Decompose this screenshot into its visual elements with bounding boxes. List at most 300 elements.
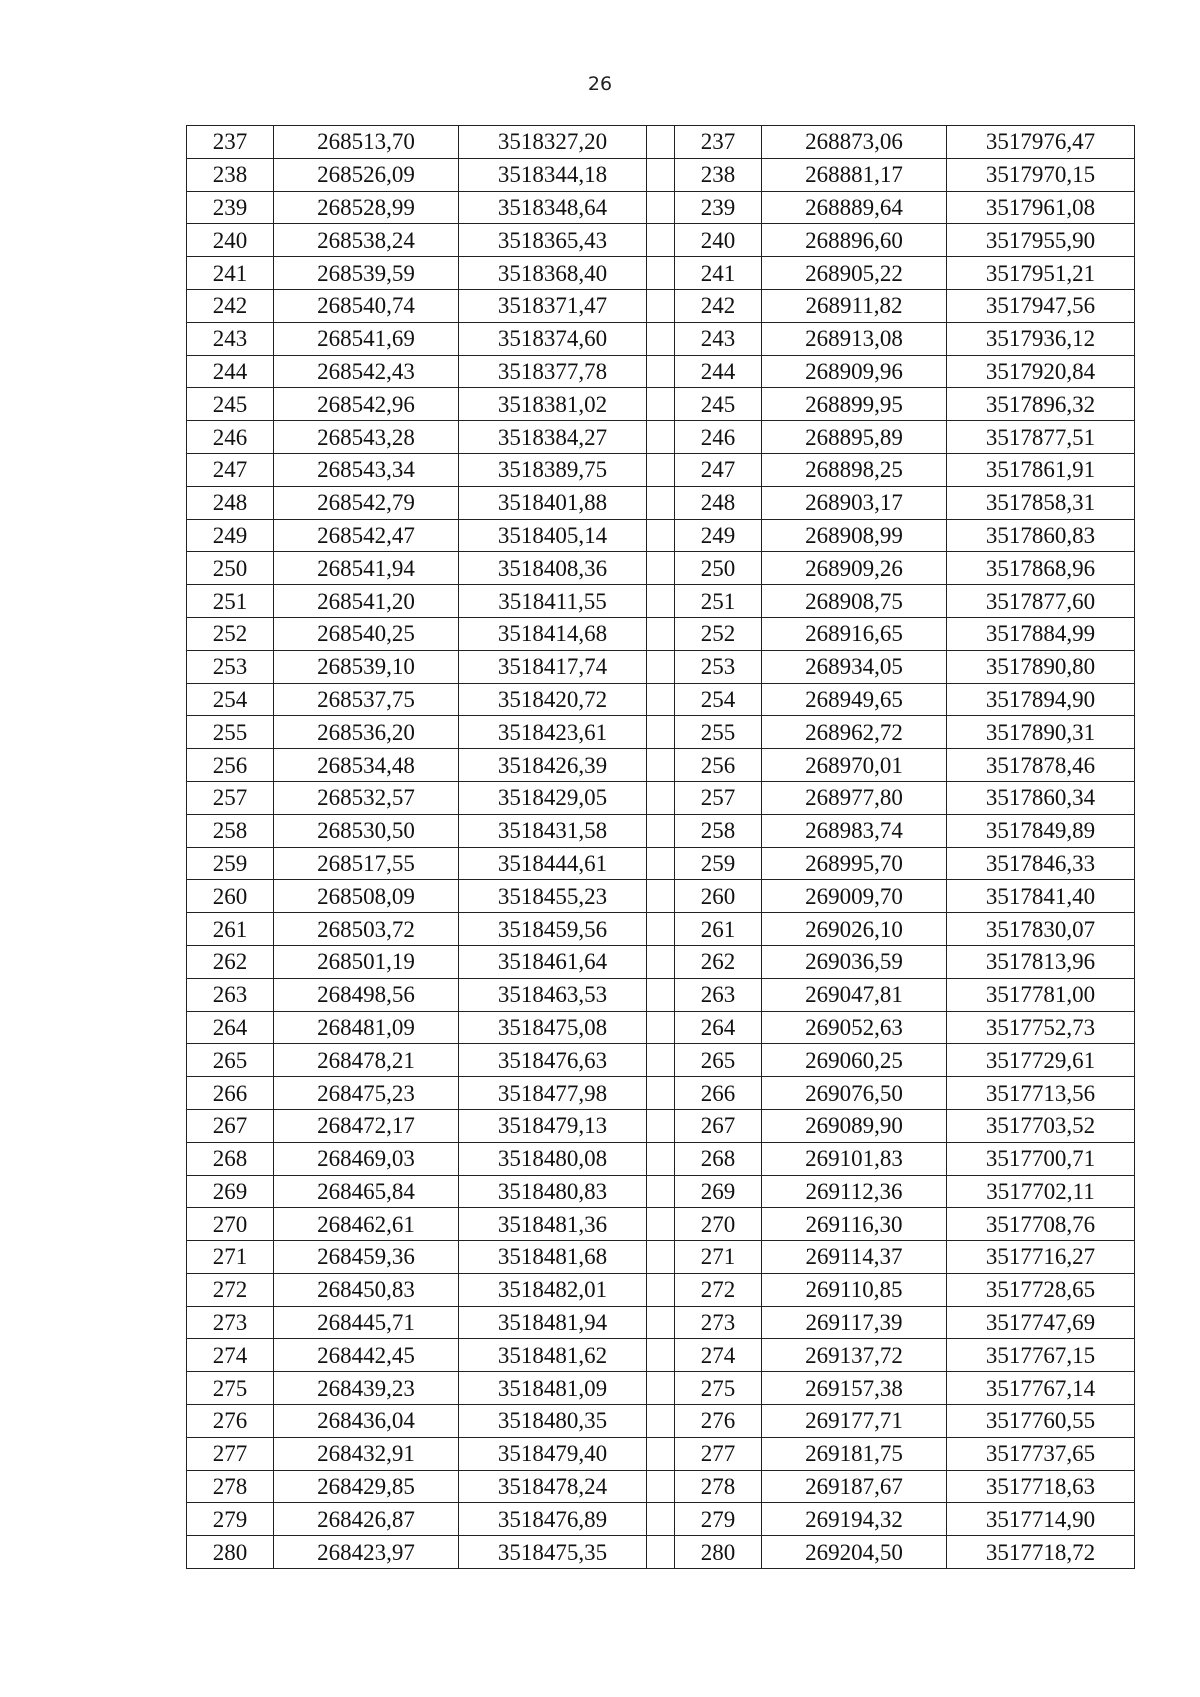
y-coordinate-cell-left: 3518480,35 xyxy=(459,1405,647,1438)
point-number-cell-right: 273 xyxy=(675,1306,762,1339)
y-coordinate-cell-right: 3517951,21 xyxy=(947,257,1135,290)
point-number-cell-left: 267 xyxy=(187,1109,274,1142)
x-coordinate-cell-right: 268995,70 xyxy=(762,847,947,880)
y-coordinate-cell-left: 3518344,18 xyxy=(459,158,647,191)
table-row xyxy=(187,355,1135,388)
table-row xyxy=(187,617,1135,650)
x-coordinate-cell-left: 268542,43 xyxy=(274,355,459,388)
x-coordinate-cell-left: 268542,47 xyxy=(274,519,459,552)
x-coordinate-cell-right: 268873,06 xyxy=(762,126,947,159)
x-coordinate-cell-left: 268475,23 xyxy=(274,1077,459,1110)
x-coordinate-cell-left: 268478,21 xyxy=(274,1044,459,1077)
table-row xyxy=(187,1372,1135,1405)
table-row xyxy=(187,289,1135,322)
x-coordinate-cell-left: 268429,85 xyxy=(274,1470,459,1503)
column-gap-cell xyxy=(647,421,675,454)
y-coordinate-cell-left: 3518401,88 xyxy=(459,486,647,519)
column-gap-cell xyxy=(647,749,675,782)
y-coordinate-cell-right: 3517878,46 xyxy=(947,749,1135,782)
x-coordinate-cell-right: 268983,74 xyxy=(762,814,947,847)
x-coordinate-cell-left: 268540,74 xyxy=(274,289,459,322)
y-coordinate-cell-left: 3518371,47 xyxy=(459,289,647,322)
y-coordinate-cell-left: 3518482,01 xyxy=(459,1273,647,1306)
point-number-cell-left: 276 xyxy=(187,1405,274,1438)
point-number-cell-left: 262 xyxy=(187,945,274,978)
x-coordinate-cell-right: 269194,32 xyxy=(762,1503,947,1536)
y-coordinate-cell-right: 3517752,73 xyxy=(947,1011,1135,1044)
x-coordinate-cell-right: 269060,25 xyxy=(762,1044,947,1077)
table-row xyxy=(187,552,1135,585)
table-row xyxy=(187,1470,1135,1503)
x-coordinate-cell-right: 268896,60 xyxy=(762,224,947,257)
point-number-cell-left: 274 xyxy=(187,1339,274,1372)
y-coordinate-cell-right: 3517830,07 xyxy=(947,913,1135,946)
point-number-cell-right: 269 xyxy=(675,1175,762,1208)
point-number-cell-left: 271 xyxy=(187,1241,274,1274)
point-number-cell-left: 259 xyxy=(187,847,274,880)
point-number-cell-left: 249 xyxy=(187,519,274,552)
point-number-cell-left: 256 xyxy=(187,749,274,782)
point-number-cell-left: 263 xyxy=(187,978,274,1011)
y-coordinate-cell-left: 3518481,36 xyxy=(459,1208,647,1241)
column-gap-cell xyxy=(647,716,675,749)
coordinates-table xyxy=(186,125,1135,1569)
x-coordinate-cell-right: 269009,70 xyxy=(762,880,947,913)
y-coordinate-cell-right: 3517841,40 xyxy=(947,880,1135,913)
x-coordinate-cell-right: 268899,95 xyxy=(762,388,947,421)
column-gap-cell xyxy=(647,1339,675,1372)
column-gap-cell xyxy=(647,519,675,552)
column-gap-cell xyxy=(647,191,675,224)
point-number-cell-right: 237 xyxy=(675,126,762,159)
column-gap-cell xyxy=(647,1142,675,1175)
y-coordinate-cell-right: 3517890,31 xyxy=(947,716,1135,749)
table-row xyxy=(187,847,1135,880)
x-coordinate-cell-left: 268426,87 xyxy=(274,1503,459,1536)
point-number-cell-right: 262 xyxy=(675,945,762,978)
y-coordinate-cell-right: 3517920,84 xyxy=(947,355,1135,388)
y-coordinate-cell-left: 3518365,43 xyxy=(459,224,647,257)
table-row xyxy=(187,519,1135,552)
point-number-cell-right: 270 xyxy=(675,1208,762,1241)
column-gap-cell xyxy=(647,617,675,650)
x-coordinate-cell-left: 268538,24 xyxy=(274,224,459,257)
y-coordinate-cell-right: 3517716,27 xyxy=(947,1241,1135,1274)
x-coordinate-cell-right: 269110,85 xyxy=(762,1273,947,1306)
x-coordinate-cell-right: 268970,01 xyxy=(762,749,947,782)
y-coordinate-cell-right: 3517708,76 xyxy=(947,1208,1135,1241)
column-gap-cell xyxy=(647,257,675,290)
point-number-cell-right: 280 xyxy=(675,1536,762,1569)
y-coordinate-cell-right: 3517860,83 xyxy=(947,519,1135,552)
table-row xyxy=(187,781,1135,814)
point-number-cell-right: 244 xyxy=(675,355,762,388)
point-number-cell-right: 277 xyxy=(675,1437,762,1470)
table-row xyxy=(187,1142,1135,1175)
y-coordinate-cell-left: 3518431,58 xyxy=(459,814,647,847)
point-number-cell-right: 247 xyxy=(675,453,762,486)
x-coordinate-cell-right: 269137,72 xyxy=(762,1339,947,1372)
table-row xyxy=(187,716,1135,749)
column-gap-cell xyxy=(647,913,675,946)
x-coordinate-cell-left: 268541,69 xyxy=(274,322,459,355)
point-number-cell-left: 255 xyxy=(187,716,274,749)
point-number-cell-right: 261 xyxy=(675,913,762,946)
y-coordinate-cell-right: 3517894,90 xyxy=(947,683,1135,716)
x-coordinate-cell-right: 269177,71 xyxy=(762,1405,947,1438)
column-gap-cell xyxy=(647,1044,675,1077)
table-row xyxy=(187,1339,1135,1372)
x-coordinate-cell-left: 268462,61 xyxy=(274,1208,459,1241)
point-number-cell-left: 252 xyxy=(187,617,274,650)
point-number-cell-left: 251 xyxy=(187,585,274,618)
column-gap-cell xyxy=(647,1241,675,1274)
x-coordinate-cell-left: 268534,48 xyxy=(274,749,459,782)
point-number-cell-left: 270 xyxy=(187,1208,274,1241)
x-coordinate-cell-right: 268916,65 xyxy=(762,617,947,650)
y-coordinate-cell-right: 3517713,56 xyxy=(947,1077,1135,1110)
y-coordinate-cell-right: 3517896,32 xyxy=(947,388,1135,421)
column-gap-cell xyxy=(647,1077,675,1110)
x-coordinate-cell-right: 269117,39 xyxy=(762,1306,947,1339)
y-coordinate-cell-left: 3518384,27 xyxy=(459,421,647,454)
y-coordinate-cell-right: 3517936,12 xyxy=(947,322,1135,355)
x-coordinate-cell-right: 268911,82 xyxy=(762,289,947,322)
x-coordinate-cell-left: 268465,84 xyxy=(274,1175,459,1208)
point-number-cell-left: 246 xyxy=(187,421,274,454)
y-coordinate-cell-left: 3518479,13 xyxy=(459,1109,647,1142)
point-number-cell-right: 257 xyxy=(675,781,762,814)
y-coordinate-cell-left: 3518374,60 xyxy=(459,322,647,355)
table-row xyxy=(187,749,1135,782)
x-coordinate-cell-right: 269052,63 xyxy=(762,1011,947,1044)
table-row xyxy=(187,486,1135,519)
table-row xyxy=(187,1077,1135,1110)
y-coordinate-cell-left: 3518429,05 xyxy=(459,781,647,814)
column-gap-cell xyxy=(647,1175,675,1208)
x-coordinate-cell-right: 269116,30 xyxy=(762,1208,947,1241)
x-coordinate-cell-right: 268909,26 xyxy=(762,552,947,585)
point-number-cell-right: 268 xyxy=(675,1142,762,1175)
column-gap-cell xyxy=(647,781,675,814)
point-number-cell-right: 275 xyxy=(675,1372,762,1405)
column-gap-cell xyxy=(647,289,675,322)
y-coordinate-cell-left: 3518405,14 xyxy=(459,519,647,552)
x-coordinate-cell-left: 268526,09 xyxy=(274,158,459,191)
table-row xyxy=(187,158,1135,191)
point-number-cell-right: 266 xyxy=(675,1077,762,1110)
point-number-cell-left: 268 xyxy=(187,1142,274,1175)
table-row xyxy=(187,322,1135,355)
x-coordinate-cell-right: 268905,22 xyxy=(762,257,947,290)
table-row xyxy=(187,257,1135,290)
x-coordinate-cell-left: 268436,04 xyxy=(274,1405,459,1438)
table-row xyxy=(187,683,1135,716)
x-coordinate-cell-left: 268472,17 xyxy=(274,1109,459,1142)
x-coordinate-cell-right: 269181,75 xyxy=(762,1437,947,1470)
y-coordinate-cell-left: 3518420,72 xyxy=(459,683,647,716)
y-coordinate-cell-right: 3517868,96 xyxy=(947,552,1135,585)
x-coordinate-cell-right: 268889,64 xyxy=(762,191,947,224)
x-coordinate-cell-right: 268913,08 xyxy=(762,322,947,355)
y-coordinate-cell-left: 3518463,53 xyxy=(459,978,647,1011)
table-row xyxy=(187,1044,1135,1077)
table-row xyxy=(187,650,1135,683)
point-number-cell-left: 257 xyxy=(187,781,274,814)
x-coordinate-cell-right: 269187,67 xyxy=(762,1470,947,1503)
column-gap-cell xyxy=(647,814,675,847)
y-coordinate-cell-right: 3517729,61 xyxy=(947,1044,1135,1077)
y-coordinate-cell-left: 3518368,40 xyxy=(459,257,647,290)
y-coordinate-cell-right: 3517890,80 xyxy=(947,650,1135,683)
x-coordinate-cell-left: 268542,96 xyxy=(274,388,459,421)
table-row xyxy=(187,421,1135,454)
x-coordinate-cell-left: 268537,75 xyxy=(274,683,459,716)
table-row xyxy=(187,1175,1135,1208)
x-coordinate-cell-right: 269114,37 xyxy=(762,1241,947,1274)
y-coordinate-cell-left: 3518381,02 xyxy=(459,388,647,421)
y-coordinate-cell-left: 3518481,68 xyxy=(459,1241,647,1274)
table-row xyxy=(187,945,1135,978)
table-row xyxy=(187,1208,1135,1241)
column-gap-cell xyxy=(647,388,675,421)
table-row xyxy=(187,1011,1135,1044)
point-number-cell-left: 238 xyxy=(187,158,274,191)
x-coordinate-cell-left: 268530,50 xyxy=(274,814,459,847)
x-coordinate-cell-left: 268508,09 xyxy=(274,880,459,913)
x-coordinate-cell-left: 268517,55 xyxy=(274,847,459,880)
column-gap-cell xyxy=(647,1503,675,1536)
x-coordinate-cell-left: 268541,20 xyxy=(274,585,459,618)
y-coordinate-cell-left: 3518475,35 xyxy=(459,1536,647,1569)
column-gap-cell xyxy=(647,847,675,880)
point-number-cell-right: 279 xyxy=(675,1503,762,1536)
x-coordinate-cell-left: 268539,10 xyxy=(274,650,459,683)
y-coordinate-cell-left: 3518411,55 xyxy=(459,585,647,618)
x-coordinate-cell-right: 269112,36 xyxy=(762,1175,947,1208)
y-coordinate-cell-left: 3518348,64 xyxy=(459,191,647,224)
y-coordinate-cell-left: 3518481,62 xyxy=(459,1339,647,1372)
table-row xyxy=(187,191,1135,224)
x-coordinate-cell-right: 269047,81 xyxy=(762,978,947,1011)
x-coordinate-cell-left: 268528,99 xyxy=(274,191,459,224)
x-coordinate-cell-left: 268459,36 xyxy=(274,1241,459,1274)
y-coordinate-cell-right: 3517714,90 xyxy=(947,1503,1135,1536)
x-coordinate-cell-right: 268909,96 xyxy=(762,355,947,388)
y-coordinate-cell-left: 3518444,61 xyxy=(459,847,647,880)
x-coordinate-cell-left: 268481,09 xyxy=(274,1011,459,1044)
x-coordinate-cell-left: 268543,28 xyxy=(274,421,459,454)
column-gap-cell xyxy=(647,552,675,585)
y-coordinate-cell-right: 3517947,56 xyxy=(947,289,1135,322)
y-coordinate-cell-left: 3518327,20 xyxy=(459,126,647,159)
y-coordinate-cell-left: 3518377,78 xyxy=(459,355,647,388)
point-number-cell-right: 255 xyxy=(675,716,762,749)
y-coordinate-cell-left: 3518476,89 xyxy=(459,1503,647,1536)
x-coordinate-cell-left: 268498,56 xyxy=(274,978,459,1011)
point-number-cell-left: 243 xyxy=(187,322,274,355)
column-gap-cell xyxy=(647,322,675,355)
column-gap-cell xyxy=(647,1405,675,1438)
y-coordinate-cell-right: 3517767,15 xyxy=(947,1339,1135,1372)
point-number-cell-right: 267 xyxy=(675,1109,762,1142)
column-gap-cell xyxy=(647,355,675,388)
point-number-cell-left: 278 xyxy=(187,1470,274,1503)
x-coordinate-cell-right: 269089,90 xyxy=(762,1109,947,1142)
table-row xyxy=(187,1273,1135,1306)
y-coordinate-cell-right: 3517703,52 xyxy=(947,1109,1135,1142)
point-number-cell-right: 243 xyxy=(675,322,762,355)
point-number-cell-right: 241 xyxy=(675,257,762,290)
column-gap-cell xyxy=(647,126,675,159)
x-coordinate-cell-right: 269204,50 xyxy=(762,1536,947,1569)
table-row xyxy=(187,1405,1135,1438)
y-coordinate-cell-right: 3517728,65 xyxy=(947,1273,1135,1306)
point-number-cell-left: 258 xyxy=(187,814,274,847)
table-row xyxy=(187,1437,1135,1470)
x-coordinate-cell-right: 268934,05 xyxy=(762,650,947,683)
x-coordinate-cell-left: 268542,79 xyxy=(274,486,459,519)
y-coordinate-cell-right: 3517849,89 xyxy=(947,814,1135,847)
y-coordinate-cell-right: 3517858,31 xyxy=(947,486,1135,519)
y-coordinate-cell-right: 3517860,34 xyxy=(947,781,1135,814)
x-coordinate-cell-left: 268442,45 xyxy=(274,1339,459,1372)
point-number-cell-right: 242 xyxy=(675,289,762,322)
y-coordinate-cell-left: 3518476,63 xyxy=(459,1044,647,1077)
table-row xyxy=(187,388,1135,421)
table-row xyxy=(187,1536,1135,1569)
y-coordinate-cell-left: 3518480,08 xyxy=(459,1142,647,1175)
column-gap-cell xyxy=(647,1208,675,1241)
point-number-cell-right: 240 xyxy=(675,224,762,257)
point-number-cell-left: 239 xyxy=(187,191,274,224)
y-coordinate-cell-left: 3518459,56 xyxy=(459,913,647,946)
point-number-cell-right: 254 xyxy=(675,683,762,716)
y-coordinate-cell-left: 3518478,24 xyxy=(459,1470,647,1503)
x-coordinate-cell-right: 268977,80 xyxy=(762,781,947,814)
point-number-cell-right: 238 xyxy=(675,158,762,191)
x-coordinate-cell-right: 268898,25 xyxy=(762,453,947,486)
y-coordinate-cell-left: 3518481,09 xyxy=(459,1372,647,1405)
point-number-cell-right: 249 xyxy=(675,519,762,552)
point-number-cell-right: 259 xyxy=(675,847,762,880)
x-coordinate-cell-left: 268543,34 xyxy=(274,453,459,486)
y-coordinate-cell-right: 3517970,15 xyxy=(947,158,1135,191)
table-row xyxy=(187,126,1135,159)
point-number-cell-left: 242 xyxy=(187,289,274,322)
y-coordinate-cell-right: 3517961,08 xyxy=(947,191,1135,224)
y-coordinate-cell-right: 3517700,71 xyxy=(947,1142,1135,1175)
column-gap-cell xyxy=(647,453,675,486)
x-coordinate-cell-left: 268439,23 xyxy=(274,1372,459,1405)
point-number-cell-left: 248 xyxy=(187,486,274,519)
column-gap-cell xyxy=(647,978,675,1011)
point-number-cell-right: 256 xyxy=(675,749,762,782)
x-coordinate-cell-right: 269036,59 xyxy=(762,945,947,978)
column-gap-cell xyxy=(647,1470,675,1503)
column-gap-cell xyxy=(647,1109,675,1142)
column-gap-cell xyxy=(647,224,675,257)
y-coordinate-cell-right: 3517846,33 xyxy=(947,847,1135,880)
x-coordinate-cell-left: 268423,97 xyxy=(274,1536,459,1569)
table-row xyxy=(187,913,1135,946)
y-coordinate-cell-left: 3518426,39 xyxy=(459,749,647,782)
table-row xyxy=(187,978,1135,1011)
column-gap-cell xyxy=(647,158,675,191)
table-row xyxy=(187,224,1135,257)
column-gap-cell xyxy=(647,1306,675,1339)
y-coordinate-cell-left: 3518423,61 xyxy=(459,716,647,749)
point-number-cell-right: 239 xyxy=(675,191,762,224)
y-coordinate-cell-left: 3518408,36 xyxy=(459,552,647,585)
point-number-cell-left: 264 xyxy=(187,1011,274,1044)
x-coordinate-cell-left: 268469,03 xyxy=(274,1142,459,1175)
column-gap-cell xyxy=(647,945,675,978)
point-number-cell-right: 265 xyxy=(675,1044,762,1077)
y-coordinate-cell-left: 3518475,08 xyxy=(459,1011,647,1044)
point-number-cell-left: 266 xyxy=(187,1077,274,1110)
point-number-cell-right: 250 xyxy=(675,552,762,585)
point-number-cell-right: 252 xyxy=(675,617,762,650)
y-coordinate-cell-left: 3518389,75 xyxy=(459,453,647,486)
column-gap-cell xyxy=(647,683,675,716)
point-number-cell-left: 237 xyxy=(187,126,274,159)
point-number-cell-right: 253 xyxy=(675,650,762,683)
x-coordinate-cell-right: 269101,83 xyxy=(762,1142,947,1175)
x-coordinate-cell-left: 268445,71 xyxy=(274,1306,459,1339)
y-coordinate-cell-right: 3517760,55 xyxy=(947,1405,1135,1438)
point-number-cell-right: 278 xyxy=(675,1470,762,1503)
point-number-cell-left: 272 xyxy=(187,1273,274,1306)
y-coordinate-cell-right: 3517884,99 xyxy=(947,617,1135,650)
y-coordinate-cell-left: 3518481,94 xyxy=(459,1306,647,1339)
point-number-cell-left: 265 xyxy=(187,1044,274,1077)
point-number-cell-right: 245 xyxy=(675,388,762,421)
point-number-cell-right: 246 xyxy=(675,421,762,454)
coordinates-table-body xyxy=(187,126,1135,1569)
column-gap-cell xyxy=(647,650,675,683)
x-coordinate-cell-left: 268513,70 xyxy=(274,126,459,159)
column-gap-cell xyxy=(647,1273,675,1306)
column-gap-cell xyxy=(647,1536,675,1569)
point-number-cell-right: 260 xyxy=(675,880,762,913)
column-gap-cell xyxy=(647,1437,675,1470)
x-coordinate-cell-left: 268503,72 xyxy=(274,913,459,946)
point-number-cell-left: 253 xyxy=(187,650,274,683)
x-coordinate-cell-left: 268539,59 xyxy=(274,257,459,290)
point-number-cell-left: 273 xyxy=(187,1306,274,1339)
table-row xyxy=(187,1241,1135,1274)
column-gap-cell xyxy=(647,1372,675,1405)
point-number-cell-left: 240 xyxy=(187,224,274,257)
point-number-cell-left: 261 xyxy=(187,913,274,946)
point-number-cell-left: 269 xyxy=(187,1175,274,1208)
y-coordinate-cell-right: 3517747,69 xyxy=(947,1306,1135,1339)
y-coordinate-cell-right: 3517718,72 xyxy=(947,1536,1135,1569)
table-row xyxy=(187,585,1135,618)
y-coordinate-cell-right: 3517976,47 xyxy=(947,126,1135,159)
x-coordinate-cell-left: 268540,25 xyxy=(274,617,459,650)
y-coordinate-cell-left: 3518414,68 xyxy=(459,617,647,650)
table-row xyxy=(187,1503,1135,1536)
table-row xyxy=(187,1306,1135,1339)
y-coordinate-cell-left: 3518480,83 xyxy=(459,1175,647,1208)
x-coordinate-cell-right: 268949,65 xyxy=(762,683,947,716)
page-number: 26 xyxy=(587,73,613,95)
x-coordinate-cell-left: 268541,94 xyxy=(274,552,459,585)
point-number-cell-right: 251 xyxy=(675,585,762,618)
point-number-cell-right: 263 xyxy=(675,978,762,1011)
